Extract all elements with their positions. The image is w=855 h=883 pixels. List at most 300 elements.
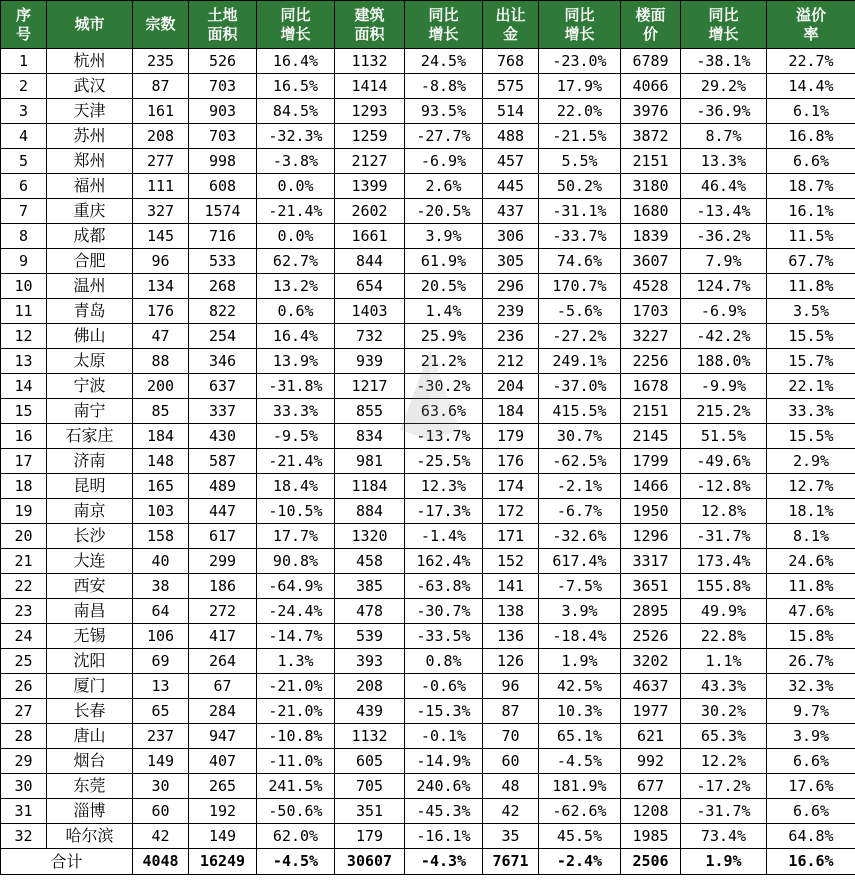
value-cell: 2.9% — [767, 449, 855, 474]
city-cell: 苏州 — [47, 124, 133, 149]
value-cell: 2151 — [621, 149, 681, 174]
value-cell: 10.3% — [539, 699, 621, 724]
rank-cell: 8 — [1, 224, 47, 249]
value-cell: 16.4% — [257, 324, 335, 349]
value-cell: 844 — [335, 249, 405, 274]
value-cell: 284 — [189, 699, 257, 724]
value-cell: -18.4% — [539, 624, 621, 649]
city-cell: 天津 — [47, 99, 133, 124]
rank-cell: 20 — [1, 524, 47, 549]
value-cell: 65.1% — [539, 724, 621, 749]
value-cell: 1293 — [335, 99, 405, 124]
value-cell: 437 — [483, 199, 539, 224]
value-cell: 170.7% — [539, 274, 621, 299]
value-cell: 64.8% — [767, 824, 855, 849]
value-cell: 407 — [189, 749, 257, 774]
value-cell: -1.4% — [405, 524, 483, 549]
city-cell: 温州 — [47, 274, 133, 299]
value-cell: 32.3% — [767, 674, 855, 699]
value-cell: 0.0% — [257, 174, 335, 199]
value-cell: -9.5% — [257, 424, 335, 449]
rank-cell: 12 — [1, 324, 47, 349]
column-header — [405, 1, 483, 49]
value-cell: -14.9% — [405, 749, 483, 774]
value-cell: 1259 — [335, 124, 405, 149]
value-cell: -6.9% — [681, 299, 767, 324]
value-cell: 3.5% — [767, 299, 855, 324]
rank-cell: 29 — [1, 749, 47, 774]
value-cell: 703 — [189, 124, 257, 149]
value-cell: 179 — [483, 424, 539, 449]
value-cell: 50.2% — [539, 174, 621, 199]
value-cell: -21.4% — [257, 449, 335, 474]
value-cell: 305 — [483, 249, 539, 274]
value-cell: 22.1% — [767, 374, 855, 399]
value-cell: 90.8% — [257, 549, 335, 574]
value-cell: -23.0% — [539, 49, 621, 74]
column-header — [47, 1, 133, 49]
value-cell: 2127 — [335, 149, 405, 174]
value-cell: 126 — [483, 649, 539, 674]
value-cell: 703 — [189, 74, 257, 99]
value-cell: 3.9% — [539, 599, 621, 624]
column-header-text: 土地 — [207, 5, 238, 24]
value-cell: 204 — [483, 374, 539, 399]
column-header-text: 同比 — [564, 5, 595, 24]
value-cell: 457 — [483, 149, 539, 174]
rank-cell: 19 — [1, 499, 47, 524]
value-cell: 145 — [133, 224, 189, 249]
column-header-text: 城市 — [74, 15, 105, 33]
value-cell: 327 — [133, 199, 189, 224]
rank-cell: 4 — [1, 124, 47, 149]
value-cell: 138 — [483, 599, 539, 624]
value-cell: 15.7% — [767, 349, 855, 374]
value-cell: -0.1% — [405, 724, 483, 749]
value-cell: 306 — [483, 224, 539, 249]
value-cell: 514 — [483, 99, 539, 124]
value-cell: 415.5% — [539, 399, 621, 424]
value-cell: 42.5% — [539, 674, 621, 699]
value-cell: -42.2% — [681, 324, 767, 349]
value-cell: 184 — [483, 399, 539, 424]
column-header — [681, 1, 767, 49]
city-cell: 郑州 — [47, 149, 133, 174]
value-cell: 587 — [189, 449, 257, 474]
value-cell: 43.3% — [681, 674, 767, 699]
value-cell: 176 — [483, 449, 539, 474]
column-header-text: 建筑 — [354, 5, 385, 24]
value-cell: 3607 — [621, 249, 681, 274]
value-cell: 29.2% — [681, 74, 767, 99]
city-cell: 成都 — [47, 224, 133, 249]
value-cell: -49.6% — [681, 449, 767, 474]
rank-cell: 17 — [1, 449, 47, 474]
table-header — [1, 1, 855, 49]
column-header-text: 率 — [803, 24, 819, 43]
value-cell: 17.6% — [767, 774, 855, 799]
value-cell: 171 — [483, 524, 539, 549]
value-cell: 241.5% — [257, 774, 335, 799]
value-cell: -4.5% — [539, 749, 621, 774]
value-cell: 1680 — [621, 199, 681, 224]
value-cell: 4637 — [621, 674, 681, 699]
table-row — [1, 274, 855, 299]
value-cell: 981 — [335, 449, 405, 474]
value-cell: -9.9% — [681, 374, 767, 399]
city-cell: 沈阳 — [47, 649, 133, 674]
value-cell: 834 — [335, 424, 405, 449]
value-cell: 239 — [483, 299, 539, 324]
city-cell: 烟台 — [47, 749, 133, 774]
city-cell: 无锡 — [47, 624, 133, 649]
total-value-cell: 16.6% — [767, 849, 855, 875]
value-cell: 1132 — [335, 49, 405, 74]
city-cell: 南京 — [47, 499, 133, 524]
value-cell: 30.7% — [539, 424, 621, 449]
table-row — [1, 324, 855, 349]
value-cell: 947 — [189, 724, 257, 749]
city-cell: 厦门 — [47, 674, 133, 699]
value-cell: 268 — [189, 274, 257, 299]
column-header — [1, 1, 47, 49]
column-header-text: 楼面 — [635, 5, 666, 24]
value-cell: -62.6% — [539, 799, 621, 824]
value-cell: 42 — [483, 799, 539, 824]
value-cell: -31.7% — [681, 799, 767, 824]
value-cell: 5.5% — [539, 149, 621, 174]
city-cell: 宁波 — [47, 374, 133, 399]
value-cell: 141 — [483, 574, 539, 599]
value-cell: 1.1% — [681, 649, 767, 674]
value-cell: -0.6% — [405, 674, 483, 699]
value-cell: 152 — [483, 549, 539, 574]
column-header-text: 同比 — [428, 5, 459, 24]
rank-cell: 13 — [1, 349, 47, 374]
table-row — [1, 824, 855, 849]
value-cell: 237 — [133, 724, 189, 749]
value-cell: 172 — [483, 499, 539, 524]
value-cell: 186 — [189, 574, 257, 599]
rank-cell: 30 — [1, 774, 47, 799]
value-cell: 103 — [133, 499, 189, 524]
table-row — [1, 124, 855, 149]
value-cell: 277 — [133, 149, 189, 174]
column-header — [133, 1, 189, 49]
value-cell: 67.7% — [767, 249, 855, 274]
city-cell: 唐山 — [47, 724, 133, 749]
city-cell: 东莞 — [47, 774, 133, 799]
value-cell: -24.4% — [257, 599, 335, 624]
value-cell: 822 — [189, 299, 257, 324]
column-header — [189, 1, 257, 49]
value-cell: 2.6% — [405, 174, 483, 199]
column-header-text: 溢价 — [795, 5, 826, 24]
value-cell: 30 — [133, 774, 189, 799]
value-cell: 272 — [189, 599, 257, 624]
value-cell: -30.7% — [405, 599, 483, 624]
total-value-cell: -4.5% — [257, 849, 335, 875]
value-cell: 13.9% — [257, 349, 335, 374]
value-cell: 1985 — [621, 824, 681, 849]
value-cell: 40 — [133, 549, 189, 574]
city-cell: 昆明 — [47, 474, 133, 499]
rank-cell: 31 — [1, 799, 47, 824]
value-cell: -8.8% — [405, 74, 483, 99]
column-header — [483, 1, 539, 49]
table-row — [1, 574, 855, 599]
column-header-text: 增长 — [428, 24, 459, 43]
city-cell: 哈尔滨 — [47, 824, 133, 849]
value-cell: 1799 — [621, 449, 681, 474]
value-cell: 430 — [189, 424, 257, 449]
value-cell: -21.0% — [257, 674, 335, 699]
value-cell: 1839 — [621, 224, 681, 249]
table-row — [1, 99, 855, 124]
value-cell: 30.2% — [681, 699, 767, 724]
value-cell: 705 — [335, 774, 405, 799]
value-cell: -38.1% — [681, 49, 767, 74]
value-cell: -27.7% — [405, 124, 483, 149]
value-cell: 884 — [335, 499, 405, 524]
rank-cell: 9 — [1, 249, 47, 274]
value-cell: -21.5% — [539, 124, 621, 149]
city-cell: 佛山 — [47, 324, 133, 349]
value-cell: 21.2% — [405, 349, 483, 374]
value-cell: 1403 — [335, 299, 405, 324]
table-row — [1, 149, 855, 174]
rank-cell: 26 — [1, 674, 47, 699]
value-cell: 65.3% — [681, 724, 767, 749]
value-cell: 38 — [133, 574, 189, 599]
total-value-cell: 2506 — [621, 849, 681, 875]
value-cell: 533 — [189, 249, 257, 274]
table-row — [1, 399, 855, 424]
table-row — [1, 549, 855, 574]
value-cell: 85 — [133, 399, 189, 424]
city-cell: 淄博 — [47, 799, 133, 824]
value-cell: 439 — [335, 699, 405, 724]
table-row — [1, 499, 855, 524]
column-header — [767, 1, 855, 49]
value-cell: -62.5% — [539, 449, 621, 474]
value-cell: 8.7% — [681, 124, 767, 149]
table-row — [1, 249, 855, 274]
city-cell: 长沙 — [47, 524, 133, 549]
value-cell: 149 — [133, 749, 189, 774]
value-cell: 124.7% — [681, 274, 767, 299]
table-row — [1, 774, 855, 799]
rank-cell: 3 — [1, 99, 47, 124]
value-cell: 69 — [133, 649, 189, 674]
value-cell: -33.7% — [539, 224, 621, 249]
column-header-text: 序 — [15, 5, 31, 24]
value-cell: 4528 — [621, 274, 681, 299]
city-cell: 大连 — [47, 549, 133, 574]
column-header — [539, 1, 621, 49]
value-cell: 14.4% — [767, 74, 855, 99]
value-cell: 3.9% — [767, 724, 855, 749]
city-cell: 西安 — [47, 574, 133, 599]
column-header-text: 同比 — [708, 5, 739, 24]
column-header-text: 宗数 — [145, 15, 176, 33]
value-cell: 12.8% — [681, 499, 767, 524]
value-cell: 6.6% — [767, 799, 855, 824]
table-row — [1, 224, 855, 249]
column-header — [257, 1, 335, 49]
value-cell: -12.8% — [681, 474, 767, 499]
value-cell: 33.3% — [257, 399, 335, 424]
value-cell: -20.5% — [405, 199, 483, 224]
value-cell: 60 — [483, 749, 539, 774]
total-row — [1, 849, 855, 875]
value-cell: 161 — [133, 99, 189, 124]
value-cell: 87 — [483, 699, 539, 724]
value-cell: 236 — [483, 324, 539, 349]
value-cell: 264 — [189, 649, 257, 674]
value-cell: 488 — [483, 124, 539, 149]
value-cell: -21.4% — [257, 199, 335, 224]
value-cell: 63.6% — [405, 399, 483, 424]
value-cell: 111 — [133, 174, 189, 199]
value-cell: -36.2% — [681, 224, 767, 249]
value-cell: 351 — [335, 799, 405, 824]
value-cell: 240.6% — [405, 774, 483, 799]
value-cell: 478 — [335, 599, 405, 624]
value-cell: 18.7% — [767, 174, 855, 199]
value-cell: 0.8% — [405, 649, 483, 674]
value-cell: 11.8% — [767, 274, 855, 299]
value-cell: 22.0% — [539, 99, 621, 124]
rank-cell: 10 — [1, 274, 47, 299]
value-cell: 235 — [133, 49, 189, 74]
total-value-cell: 16249 — [189, 849, 257, 875]
value-cell: 1399 — [335, 174, 405, 199]
value-cell: -13.7% — [405, 424, 483, 449]
value-cell: 1466 — [621, 474, 681, 499]
value-cell: 617 — [189, 524, 257, 549]
value-cell: 22.8% — [681, 624, 767, 649]
value-cell: 16.5% — [257, 74, 335, 99]
value-cell: 60 — [133, 799, 189, 824]
table-row — [1, 524, 855, 549]
table-row — [1, 299, 855, 324]
value-cell: 18.4% — [257, 474, 335, 499]
value-cell: 13.2% — [257, 274, 335, 299]
value-cell: 3227 — [621, 324, 681, 349]
value-cell: 215.2% — [681, 399, 767, 424]
value-cell: 155.8% — [681, 574, 767, 599]
value-cell: -2.1% — [539, 474, 621, 499]
value-cell: 179 — [335, 824, 405, 849]
table-row — [1, 474, 855, 499]
table-row — [1, 49, 855, 74]
table-row — [1, 699, 855, 724]
value-cell: 417 — [189, 624, 257, 649]
value-cell: 992 — [621, 749, 681, 774]
column-header-text: 号 — [15, 24, 31, 43]
value-cell: 87 — [133, 74, 189, 99]
value-cell: 1661 — [335, 224, 405, 249]
value-cell: -10.5% — [257, 499, 335, 524]
column-header-text: 面积 — [207, 24, 238, 43]
value-cell: 2151 — [621, 399, 681, 424]
city-cell: 南昌 — [47, 599, 133, 624]
value-cell: 2895 — [621, 599, 681, 624]
city-cell: 杭州 — [47, 49, 133, 74]
value-cell: 2256 — [621, 349, 681, 374]
value-cell: 16.4% — [257, 49, 335, 74]
rank-cell: 11 — [1, 299, 47, 324]
value-cell: 346 — [189, 349, 257, 374]
value-cell: -13.4% — [681, 199, 767, 224]
value-cell: -32.6% — [539, 524, 621, 549]
city-cell: 石家庄 — [47, 424, 133, 449]
value-cell: 88 — [133, 349, 189, 374]
column-header — [621, 1, 681, 49]
value-cell: 608 — [189, 174, 257, 199]
value-cell: -6.7% — [539, 499, 621, 524]
value-cell: 13.3% — [681, 149, 767, 174]
table-row — [1, 624, 855, 649]
rank-cell: 2 — [1, 74, 47, 99]
value-cell: 7.9% — [681, 249, 767, 274]
rank-cell: 28 — [1, 724, 47, 749]
table-row — [1, 424, 855, 449]
value-cell: 4066 — [621, 74, 681, 99]
value-cell: -6.9% — [405, 149, 483, 174]
value-cell: 33.3% — [767, 399, 855, 424]
value-cell: 296 — [483, 274, 539, 299]
value-cell: 45.5% — [539, 824, 621, 849]
value-cell: 212 — [483, 349, 539, 374]
value-cell: -10.8% — [257, 724, 335, 749]
rank-cell: 1 — [1, 49, 47, 74]
value-cell: -31.8% — [257, 374, 335, 399]
value-cell: 184 — [133, 424, 189, 449]
value-cell: 20.5% — [405, 274, 483, 299]
rank-cell: 23 — [1, 599, 47, 624]
value-cell: 1414 — [335, 74, 405, 99]
city-cell: 南宁 — [47, 399, 133, 424]
rank-cell: 5 — [1, 149, 47, 174]
value-cell: 35 — [483, 824, 539, 849]
value-cell: 11.5% — [767, 224, 855, 249]
value-cell: 67 — [189, 674, 257, 699]
city-cell: 太原 — [47, 349, 133, 374]
value-cell: 24.6% — [767, 549, 855, 574]
value-cell: 621 — [621, 724, 681, 749]
value-cell: 12.2% — [681, 749, 767, 774]
value-cell: 903 — [189, 99, 257, 124]
value-cell: 17.9% — [539, 74, 621, 99]
value-cell: -3.8% — [257, 149, 335, 174]
rank-cell: 16 — [1, 424, 47, 449]
column-header-text: 出让 — [495, 5, 526, 24]
value-cell: -36.9% — [681, 99, 767, 124]
value-cell: 200 — [133, 374, 189, 399]
table-row — [1, 799, 855, 824]
value-cell: 11.8% — [767, 574, 855, 599]
value-cell: 51.5% — [681, 424, 767, 449]
value-cell: 64 — [133, 599, 189, 624]
value-cell: 12.7% — [767, 474, 855, 499]
value-cell: 208 — [335, 674, 405, 699]
value-cell: 62.0% — [257, 824, 335, 849]
value-cell: -33.5% — [405, 624, 483, 649]
value-cell: 134 — [133, 274, 189, 299]
column-header-text: 增长 — [280, 24, 311, 43]
